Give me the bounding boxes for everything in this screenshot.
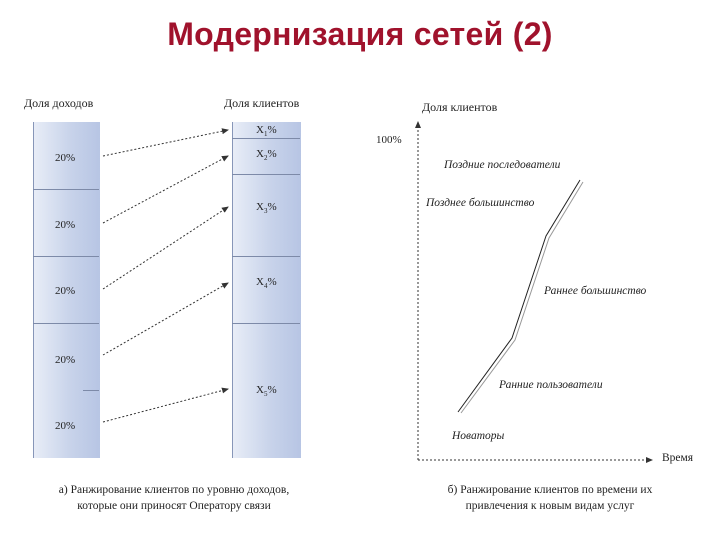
client-segment-4: $X_4\%$ (256, 276, 277, 291)
income-pct-4: 20% (55, 354, 76, 366)
y-max-label: 100% (376, 134, 402, 146)
client-segment-3: $X_3\%$ (256, 201, 277, 216)
page-title: Модернизация сетей (2) (167, 16, 553, 52)
arrow-2 (103, 156, 228, 223)
phase-late-majority: Позднее большинство (426, 197, 535, 209)
right-caption (410, 482, 690, 514)
left-caption-line-2: которые они приносят Оператору связи (77, 500, 271, 512)
phase-late-followers: Поздние последователи (444, 159, 561, 171)
client-segment-5: $X_5\%$ (256, 384, 277, 399)
right-caption-line-1: б) Ранжирование клиентов по времени их (447, 484, 653, 496)
x-axis-label: Время (662, 452, 694, 464)
arrow-1 (103, 130, 228, 156)
income-pct-3: 20% (55, 285, 76, 297)
arrow-5 (103, 389, 228, 422)
phase-early-adopters: Ранние пользователи (499, 379, 603, 391)
income-share-label: Доля доходов (24, 96, 94, 110)
arrow-4 (103, 283, 228, 355)
client-segment-1: $X_1\%$ (256, 124, 277, 139)
phase-innovators: Новаторы (452, 430, 505, 442)
y-axis-label: Доля клиентов (422, 100, 498, 114)
left-caption (24, 482, 324, 514)
client-segment-2: $X_2\%$ (256, 148, 277, 163)
arrow-3 (103, 207, 228, 289)
income-pct-2: 20% (55, 219, 76, 231)
client-share-label: Доля клиентов (224, 96, 300, 110)
left-caption-line-1: а) Ранжирование клиентов по уровню доходов, (58, 484, 290, 496)
income-pct-1: 20% (55, 152, 76, 164)
income-pct-5: 20% (55, 420, 76, 432)
right-caption-line-2: привлечения к новым видам услуг (465, 500, 635, 512)
phase-early-majority: Раннее большинство (544, 285, 647, 297)
